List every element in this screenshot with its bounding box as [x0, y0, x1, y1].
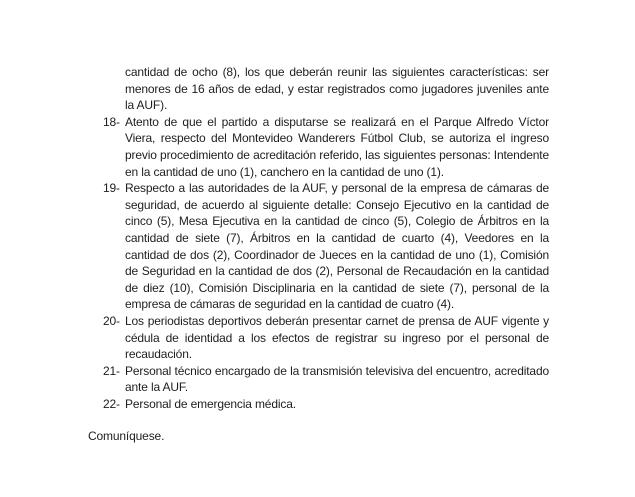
list-item	[88, 313, 549, 363]
item-number: 20-	[103, 313, 120, 328]
item-number: 22-	[103, 396, 120, 411]
closing-text: Comuníquese.	[88, 429, 165, 444]
list-item	[88, 114, 549, 180]
numbered-list	[88, 114, 549, 413]
item-number: 19-	[103, 181, 120, 196]
list-item	[88, 396, 549, 413]
continuation-paragraph: cantidad de ocho (8), los que deberán reunir las siguientes características: ser menores de 16 años de edad, y estar registrados como jugadores juveniles ante la AUF).	[125, 65, 549, 113]
item-number: 18-	[103, 114, 120, 129]
item-number: 21-	[103, 363, 120, 378]
item-text: Respecto a las autoridades de la AUF, y personal de la empresa de cámaras de seguridad, de acuerdo al siguiente detalle: Consejo Ejecutivo en la cantidad de cinco (5), Mesa Ejecutiva en la cantidad de cinco (5), Colegio de Árbitros en la cantidad de siete (7), Árbitros en la cantidad de cuarto (4), Veedores en la cantidad de dos (2), Coordinador de Jueces en la cantidad de uno (1), Comisión de Seguridad en la cantidad de dos (2), Personal de Recaudación en la cantidad de diez (10), Comisión Disciplinaria en la cantidad de siete (7), personal de la empresa de cámaras de seguridad en la cantidad de cuatro (4).	[125, 181, 549, 312]
document-content	[88, 64, 549, 445]
item-text: Personal técnico encargado de la transmisión televisiva del encuentro, acreditado ante la AUF.	[125, 363, 549, 395]
item-text: Atento de que el partido a disputarse se realizará en el Parque Alfredo Víctor Viera, respecto del Montevideo Wanderers Fútbol Club, se autoriza el ingreso previo procedimiento de acreditación referido, las siguientes personas: Intendente en la cantidad de uno (1), canchero en la cantidad de uno (1).	[125, 114, 549, 179]
item-text: Personal de emergencia médica.	[125, 396, 296, 411]
list-item	[88, 363, 549, 396]
item-text: Los periodistas deportivos deberán presentar carnet de prensa de AUF vigente y cédula de identidad a los efectos de registrar su ingreso por el personal de recaudación.	[125, 313, 549, 362]
list-item	[88, 180, 549, 313]
